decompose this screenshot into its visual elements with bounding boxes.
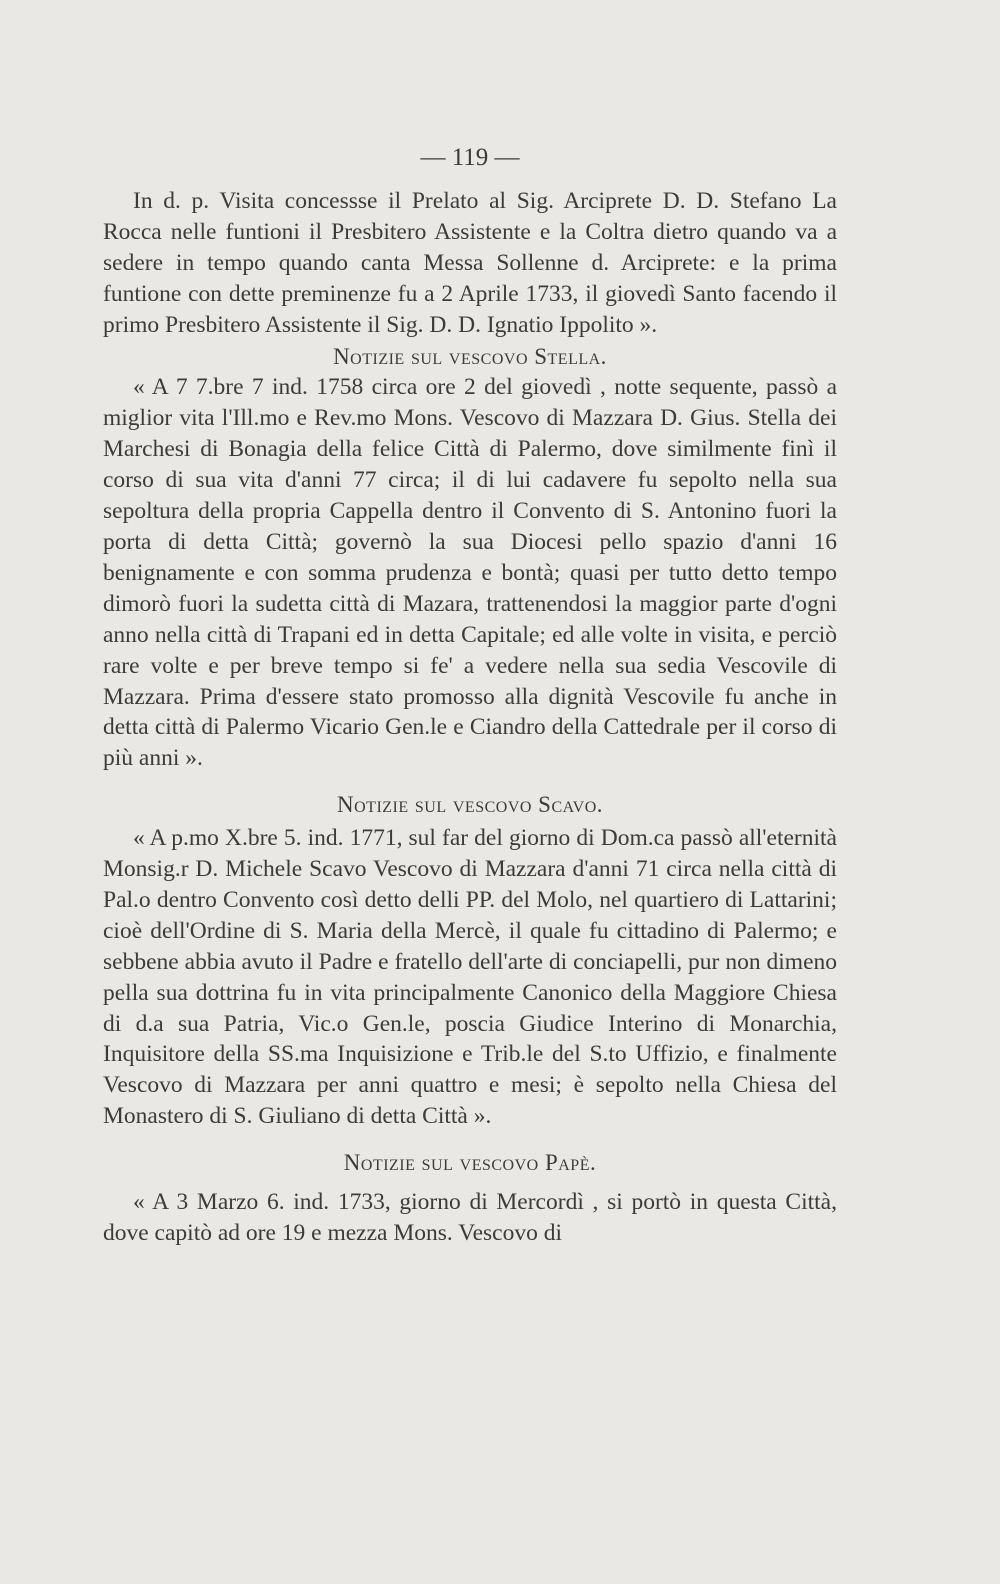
page-number: — 119 — (420, 144, 520, 171)
heading-vescovo-scavo: Notizie sul vescovo Scavo. (337, 792, 603, 818)
heading-vescovo-pape: Notizie sul vescovo Papè. (343, 1150, 597, 1176)
paragraph-visita-text: In d. p. Visita concessse il Prelato al Sig. Arciprete D. D. Stefano La Rocca nelle funtioni il Presbitero Assistente e la Coltra dietro quando va a sedere in tempo quando canta Messa Sollenne d. Arciprete: e la prima funtione con dette preminenze fu a 2 Aprile 1733, il giovedì Santo facendo il primo Presbitero Assistente il Sig. D. D. Ignatio Ippolito ». (103, 188, 837, 338)
paragraph-scavo: « A p.mo X.bre 5. ind. 1771, sul far del giorno di Dom.ca passò all'eternità Monsig.r D. Michele Scavo Vescovo di Mazzara d'anni 71 circa nella città di Pal.o dentro Convento così detto delli PP. del Molo, nel quartiero di Lattarini; cioè dell'Ordine di S. Maria della Mercè, il quale fu cittadino di Palermo; e sebbene abbia avuto il Padre e fratello dell'arte di conciapelli, pur non dimeno pella sua dottrina fu in vita principalmente Canonico della Maggiore Chiesa di d.a sua Patria, Vic.o Gen.le, poscia Giudice Interino di Monarchia, Inquisitore della SS.ma Inquisizione e Trib.le del S.to Uffizio, e finalmente Vescovo di Mazzara per anni quattro e mesi; è sepolto nella Chiesa del Monastero di S. Giuliano di detta Città ». (103, 825, 837, 1130)
paragraph-pape: « A 3 Marzo 6. ind. 1733, giorno di Mercordì , si portò in questa Città, dove capitò ad ore 19 e mezza Mons. Vescovo di (103, 1189, 837, 1246)
paragraph-visita (103, 186, 837, 341)
paragraph-stella: « A 7 7.bre 7 ind. 1758 circa ore 2 del giovedì , notte sequente, passò a miglior vita l'Ill.mo e Rev.mo Mons. Vescovo di Mazzara D. Gius. Stella dei Marchesi di Bonagia della felice Città di Palermo, dove similmente finì il corso di sua vita d'anni 77 circa; il di lui cadavere fu sepolto nella sua sepoltura della propria Cappella dentro il Convento di S. Antonino fuori la porta di detta Città; governò la sua Diocesi pello spazio d'anni 16 benignamente e con somma prudenza e bontà; quasi per tutto detto tempo dimorò fuori la sudetta città di Mazara, trattenendosi la maggior parte d'ogni anno nella città di Trapani ed in detta Capitale; ed alle volte in visita, e perciò rare volte e per breve tempo si fe' a vedere nella sua sedia Vescovile di Mazzara. Prima d'essere stato promosso alla dignità Vescovile fu anche in detta città di Palermo Vicario Gen.le e Ciandro della Cattedrale per il corso di più anni ». (103, 374, 837, 772)
heading-vescovo-stella: Notizie sul vescovo Stella. (333, 343, 607, 369)
body-text (103, 186, 837, 1249)
